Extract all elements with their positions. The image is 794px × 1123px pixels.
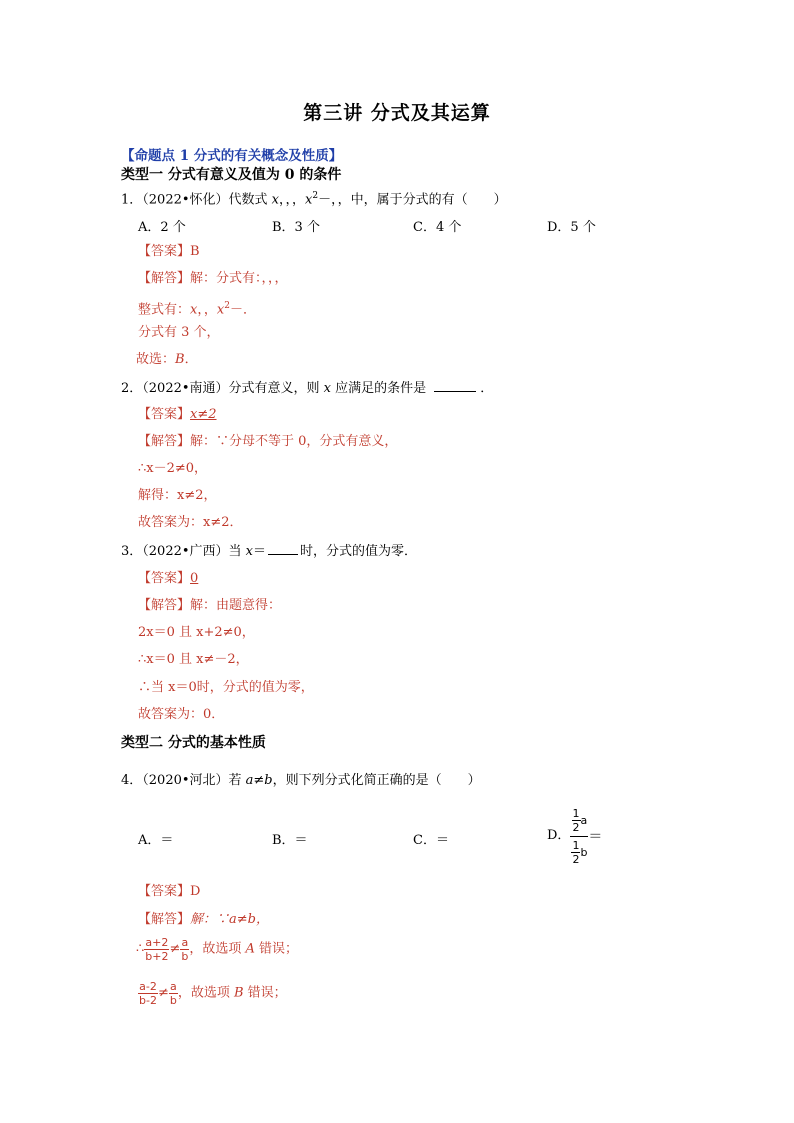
answer-blank[interactable] — [268, 542, 298, 555]
q3-solution-1: 【解答】解：由题意得： — [138, 598, 282, 613]
question-4-stem: 4．（2020•河北）若 a≠b，则下列分式化简正确的是（ ） — [121, 773, 481, 788]
q1-solution-4: 故选：B． — [136, 352, 198, 367]
type-heading-1: 类型一 分式有意义及值为 0 的条件 — [121, 167, 342, 183]
q2-solution-3: 解得：x≠2， — [138, 488, 217, 503]
q3-solution-5: 故答案为：0． — [138, 707, 225, 722]
compound-fraction: $\frac{1}{2}$ a $\frac{1}{2}$ b — [572, 806, 588, 866]
q2-answer: 【答案】x≠2 — [138, 407, 217, 422]
q4-solution-2: ∴ $\frac{a+2}{b+2}$ ≠ $\frac{a}{b}$ ，故选项 A 错误； — [136, 936, 299, 963]
q4-option-a[interactable]: A．＝ — [138, 833, 174, 848]
type-heading-2: 类型二 分式的基本性质 — [121, 735, 266, 751]
q1-option-c[interactable]: C．4 个 — [413, 220, 462, 235]
q1-solution-3: 分式有 3 个， — [138, 325, 220, 340]
q1-option-d[interactable]: D．5 个 — [547, 220, 596, 235]
q1-answer: 【答案】B — [138, 244, 200, 259]
q3-solution-4: ∴当 x＝0时，分式的值为零， — [138, 680, 314, 695]
q3-solution-2: 2x＝0 且 x+2≠0， — [138, 625, 255, 640]
q4-option-b[interactable]: B．＝ — [272, 833, 308, 848]
question-2-stem: 2．（2022•南通）分式有意义，则 x 应满足的条件是 ． — [121, 381, 494, 396]
q1-option-a[interactable]: A．2 个 — [138, 220, 186, 235]
q2-solution-1: 【解答】解：∵分母不等于 0，分式有意义， — [138, 434, 398, 449]
page-title: 第三讲 分式及其运算 — [303, 102, 491, 124]
q2-solution-4: 故答案为：x≠2． — [138, 515, 243, 530]
q4-solution-3: $\frac{a-2}{b-2}$ ≠ $\frac{a}{b}$ ，故选项 B 错误； — [139, 980, 287, 1007]
question-1-stem: 1．（2022•怀化）代数式 x，，，$x^2-$，，中，属于分式的有（ ） — [121, 191, 507, 208]
section-heading: 【命题点 1 分式的有关概念及性质】 — [121, 148, 343, 164]
q4-option-c[interactable]: C．＝ — [413, 833, 449, 848]
q1-solution-2: 整式有：x，，$x^2-$． — [138, 301, 256, 318]
q1-option-b[interactable]: B．3 个 — [272, 220, 320, 235]
q4-answer: 【答案】D — [138, 884, 201, 899]
q1-solution-1: 【解答】解：分式有：，，， — [138, 271, 288, 286]
q4-option-d[interactable]: D． $\frac{1}{2}$ a $\frac{1}{2}$ b ＝ — [547, 806, 603, 866]
question-3-stem: 3．（2022•广西）当 x＝ 时，分式的值为零． — [121, 544, 418, 559]
q4-solution-1: 【解答】解：∵a≠b， — [138, 912, 269, 927]
answer-blank[interactable] — [434, 379, 476, 392]
q3-solution-3: ∴x＝0 且 x≠－2， — [138, 652, 249, 667]
q3-answer: 【答案】0 — [138, 571, 199, 586]
q2-solution-2: ∴x－2≠0， — [138, 461, 208, 476]
